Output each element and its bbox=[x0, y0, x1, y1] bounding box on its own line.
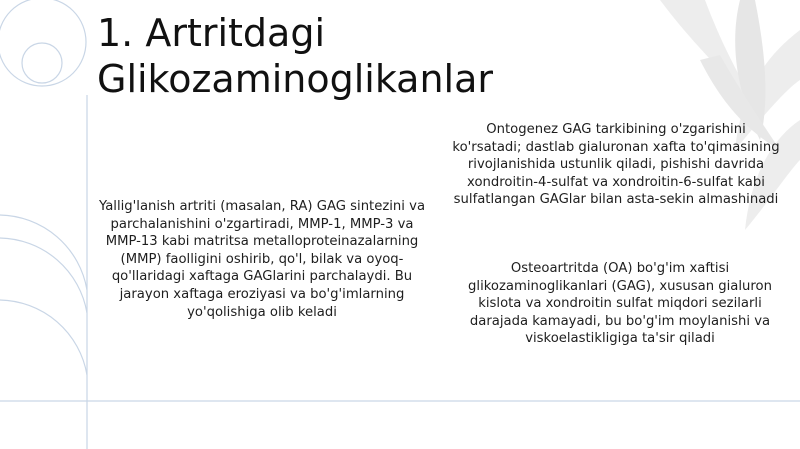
title-line-2: Glikozaminoglikanlar bbox=[97, 57, 494, 101]
deco-arc-2 bbox=[0, 238, 87, 313]
deco-circle-small bbox=[22, 43, 62, 83]
left-paragraph: Yallig'lanish artriti (masalan, RA) GAG sintezini va parchalanishini o'zgartiradi, MMP-1, MMP-3 va MMP-13 kabi matritsa metalloproteinazalarning (MMP) faolligini oshirib, qo'l, bilak va oyoq-qo'llaridagi xaftaga GAGlarini parchalaydi. Bu jarayon xaftaga eroziyasi va bo'g'imlarning yo'qolishiga olib keladi bbox=[98, 199, 426, 320]
title-line-1: 1. Artritdagi bbox=[97, 11, 326, 55]
deco-arc-3 bbox=[0, 300, 87, 375]
slide-title bbox=[97, 10, 617, 102]
right-paragraph-ontogenez: Ontogenez GAG tarkibining o'zgarishini ko'rsatadi; dastlab gialuronan xafta to'qimasining rivojlanishida ustunlik qiladi, pishishi davrida xondroitin-4-sulfat va xondroitin-6-sulfat kabi sulfatlangan GAGlar bilan asta-sekin almashinadi bbox=[452, 122, 780, 208]
right-paragraph-osteoartrit: Osteoartritda (OA) bo'g'im xaftisi glikozaminoglikanlari (GAG), xususan gialuron kislota va xondroitin sulfat miqdori sezilarli darajada kamayadi, bu bo'g'im moylanishi va viskoelastikligiga ta'sir qiladi bbox=[468, 261, 772, 347]
